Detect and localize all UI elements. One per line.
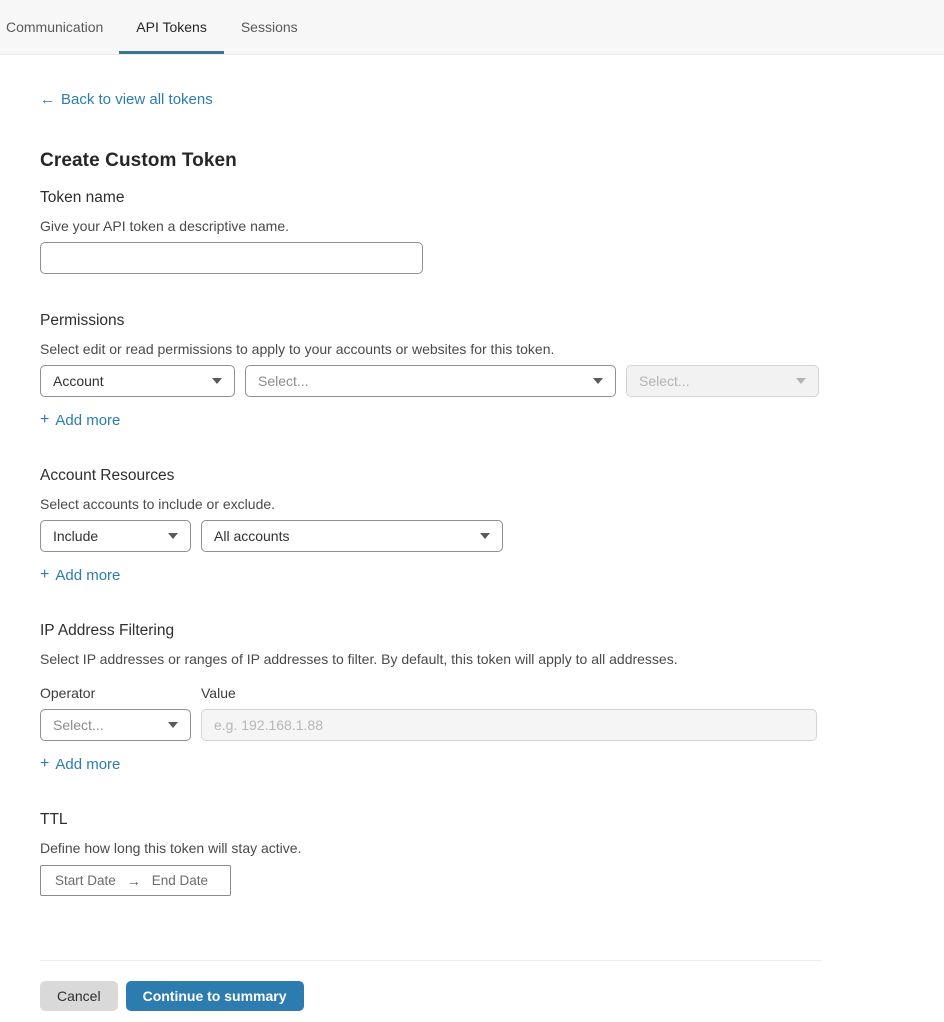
end-date-placeholder: End Date [151, 873, 209, 888]
permission-scope-select[interactable] [40, 365, 235, 397]
account-resources-add-more-link[interactable] [40, 566, 120, 584]
ttl-date-range-picker[interactable] [40, 865, 231, 896]
ttl-description: Define how long this token will stay active. [40, 840, 302, 856]
token-name-section [40, 189, 861, 274]
account-resources-section [40, 467, 861, 584]
ip-operator-placeholder: Select... [53, 717, 104, 733]
back-arrow-icon: ← [40, 91, 55, 108]
chevron-down-icon [168, 533, 178, 539]
back-link-label: Back to view all tokens [61, 91, 213, 108]
tab-bar [0, 0, 944, 55]
chevron-down-icon [593, 378, 603, 384]
add-more-label: Add more [55, 411, 121, 429]
footer-actions [40, 981, 861, 1011]
permissions-description: Select edit or read permissions to apply to your accounts or websites for this token. [40, 341, 555, 357]
footer-divider [40, 960, 821, 961]
permissions-heading: Permissions [40, 312, 125, 329]
arrow-right-icon: → [126, 872, 141, 889]
token-name-input[interactable] [40, 242, 423, 274]
plus-icon: + [40, 411, 50, 428]
back-to-tokens-link[interactable] [40, 91, 213, 108]
permission-group-select[interactable] [245, 365, 616, 397]
account-resources-description: Select accounts to include or exclude. [40, 496, 276, 512]
plus-icon: + [40, 755, 50, 772]
permission-scope-value: Account [53, 373, 104, 389]
value-column-label: Value [201, 685, 236, 701]
account-resources-heading: Account Resources [40, 467, 175, 484]
chevron-down-icon [168, 722, 178, 728]
add-more-label: Add more [55, 566, 121, 584]
permission-group-placeholder: Select... [258, 373, 309, 389]
main-content [0, 55, 861, 1011]
plus-icon: + [40, 566, 50, 583]
cancel-button[interactable]: Cancel [40, 981, 118, 1011]
ip-filtering-heading: IP Address Filtering [40, 622, 175, 639]
start-date-placeholder: Start Date [55, 873, 116, 888]
chevron-down-icon [796, 378, 806, 384]
ttl-section [40, 811, 861, 896]
ip-value-input[interactable] [201, 709, 817, 741]
resource-accounts-value: All accounts [214, 528, 290, 544]
ttl-heading: TTL [40, 811, 68, 828]
page-title: Create Custom Token [40, 150, 237, 171]
tab-api-tokens[interactable]: API Tokens [119, 0, 224, 54]
permission-access-placeholder: Select... [639, 373, 690, 389]
tab-communication[interactable]: Communication [6, 19, 104, 35]
permission-access-select [626, 365, 819, 397]
resource-mode-value: Include [53, 528, 99, 544]
permissions-section [40, 312, 861, 429]
add-more-label: Add more [55, 755, 121, 773]
operator-column-label: Operator [40, 685, 96, 701]
ip-operator-select[interactable] [40, 709, 191, 741]
continue-to-summary-button[interactable]: Continue to summary [126, 981, 304, 1011]
ip-filtering-add-more-link[interactable] [40, 755, 120, 773]
chevron-down-icon [212, 378, 222, 384]
ip-filtering-section [40, 622, 861, 773]
chevron-down-icon [480, 533, 490, 539]
token-name-heading: Token name [40, 189, 125, 206]
resource-mode-select[interactable] [40, 520, 191, 552]
token-name-description: Give your API token a descriptive name. [40, 218, 290, 234]
resource-accounts-select[interactable] [201, 520, 503, 552]
permissions-add-more-link[interactable] [40, 411, 120, 429]
tab-sessions[interactable]: Sessions [240, 19, 298, 35]
ip-filtering-description: Select IP addresses or ranges of IP addresses to filter. By default, this token will apply to all addresses. [40, 651, 678, 667]
